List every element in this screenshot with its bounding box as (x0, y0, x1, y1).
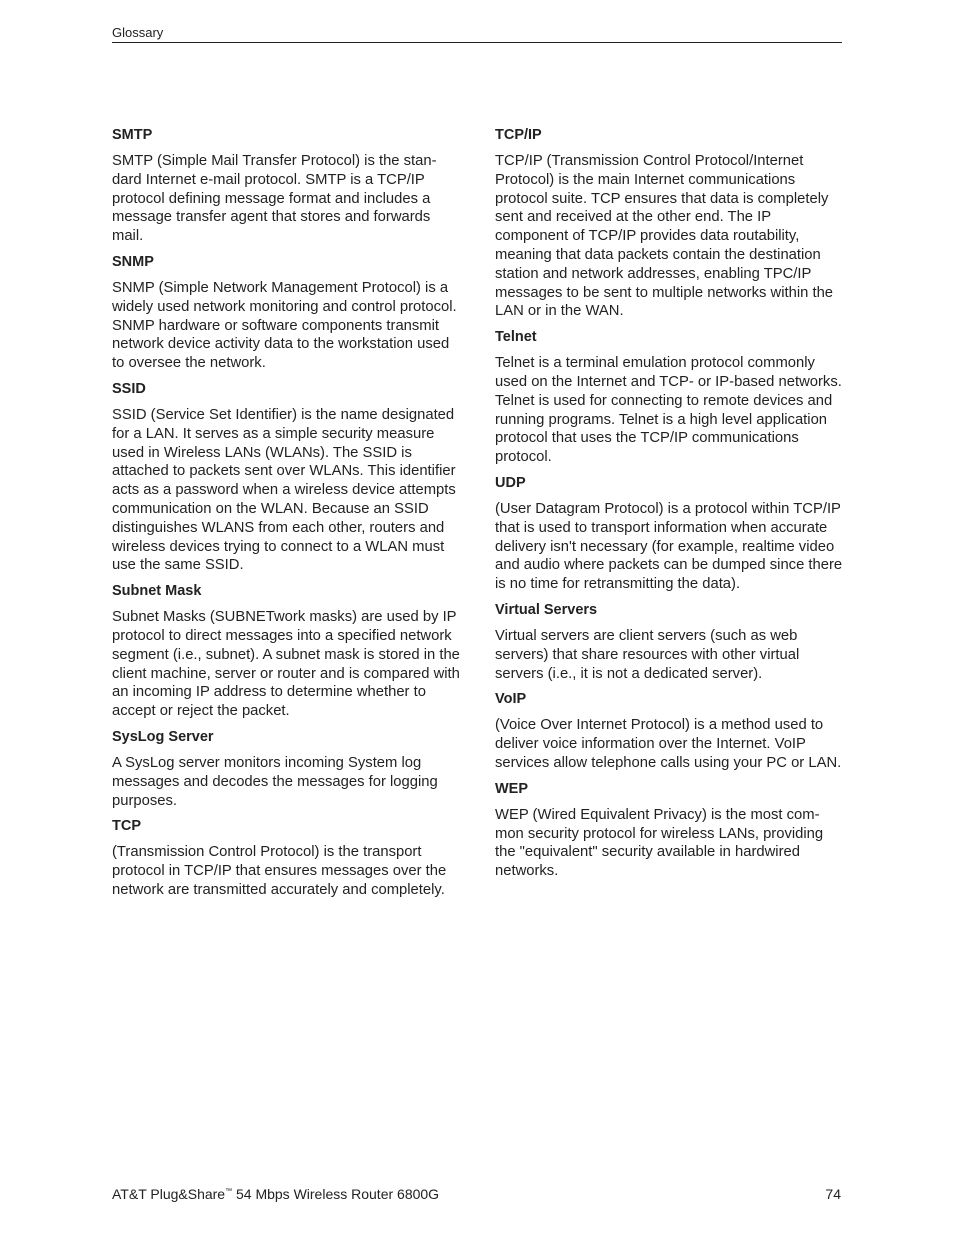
glossary-entry-subnet-mask (112, 582, 460, 721)
glossary-entry-tcp (112, 817, 460, 899)
glossary-term: Telnet (495, 329, 537, 346)
trademark-symbol: ™ (225, 1188, 233, 1195)
header-rule (112, 42, 842, 43)
glossary-definition: (Transmission Control Protocol) is the transport protocol in TCP/IP that ensures messages over the network are transmitted accurately and completely. (112, 844, 447, 898)
glossary-term: TCP/IP (495, 127, 542, 143)
glossary-entry-udp (495, 474, 843, 594)
glossary-definition: TCP/IP (Transmission Control Protocol/Internet Protocol) is the main Internet communications protocol suite. TCP ensures that data is completely sent and received at the other end. The IP component of TCP/IP provides data routability, meaning that data packets contain the destination station and network addresses, enabling TPC/IP messages to be sent to multiple networks within the LAN or in the WAN. (495, 153, 834, 320)
glossary-definition: SMTP (Simple Mail Transfer Protocol) is the standard Internet e-mail protocol. SMTP is a TCP/IP protocol defining message format and includes a message transfer agent that stores and forwards mail. (112, 153, 437, 245)
glossary-definition: A SysLog server monitors incoming System log messages and decodes the messages for logging purposes. (112, 754, 438, 809)
glossary-term: SMTP (112, 127, 153, 143)
glossary-term: SSID (112, 380, 146, 397)
glossary-term: TCP (112, 818, 141, 835)
glossary-entry-syslog-server (112, 728, 460, 810)
glossary-definition: Subnet Masks (SUBNETwork masks) are used by IP protocol to direct messages into a specified network segment (i.e., subnet). A subnet mask is stored in the client machine, server or router and is compared with an incoming IP address to determine whether to accept or reject the packet. (112, 609, 460, 720)
footer-product-name: AT&T Plug&Share (112, 1186, 226, 1202)
running-head-section: Glossary (112, 25, 164, 40)
footer-product-title (112, 1185, 439, 1203)
glossary-term: UDP (495, 474, 526, 491)
glossary-term: Subnet Mask (112, 583, 202, 600)
glossary-definition: SNMP (Simple Network Management Protocol) is a widely used network monitoring and control protocol. SNMP hardware or software components transmit network device activity data to the workstation used to oversee the network. (112, 279, 457, 372)
glossary-entry-virtual-servers (495, 601, 843, 683)
glossary-entry-tcp-ip (495, 126, 843, 321)
glossary-entry-ssid (112, 380, 460, 575)
footer-product-model: 54 Mbps Wireless Router 6800G (232, 1186, 440, 1202)
glossary-term: Virtual Servers (495, 601, 598, 618)
glossary-entry-wep (495, 780, 843, 881)
glossary-definition: (User Datagram Protocol) is a protocol within TCP/IP that is used to transport information when accurate delivery isn't necessary (for example, realtime video and audio where packets can be dumped since there is no time for retransmitting the data). (495, 500, 843, 593)
glossary-definition: (Voice Over Internet Protocol) is a method used to deliver voice information over the Internet. VoIP services allow telephone calls using your PC or LAN. (495, 717, 842, 771)
glossary-term: SNMP (112, 253, 154, 270)
glossary-definition: Telnet is a terminal emulation protocol commonly used on the Internet and TCP- or IP-based networks. Telnet is used for connecting to remote devices and running programs. Telnet is a high level application protocol that uses the TCP/IP communications protocol. (495, 355, 842, 466)
glossary-definition: Virtual servers are client servers (such as web servers) that share resources with other virtual servers (i.e., it is not a dedicated server). (495, 627, 800, 682)
page-number: 74 (825, 1186, 841, 1202)
glossary-term: WEP (495, 780, 529, 797)
glossary-entry-voip (495, 690, 843, 772)
glossary-right-column (495, 126, 843, 888)
glossary-entry-telnet (495, 328, 843, 467)
glossary-left-column (112, 126, 460, 907)
glossary-term: VoIP (495, 691, 527, 708)
glossary-term: SysLog Server (112, 728, 214, 745)
glossary-definition: WEP (Wired Equivalent Privacy) is the most common security protocol for wireless LANs, providing the "equivalent" security available in hardwired networks. (495, 806, 824, 880)
glossary-definition: SSID (Service Set Identifier) is the name designated for a LAN. It serves as a simple security measure used in Wireless LANs (WLANs). The SSID is attached to packets sent over WLANs. This identifier acts as a password when a wireless device attempts communication on the WLAN. Because an SSID distinguishes WLANS from each other, routers and wireless devices trying to connect to a WLAN must use the same SSID. (112, 406, 456, 574)
glossary-entry-smtp (112, 126, 460, 246)
glossary-entry-snmp (112, 253, 460, 373)
